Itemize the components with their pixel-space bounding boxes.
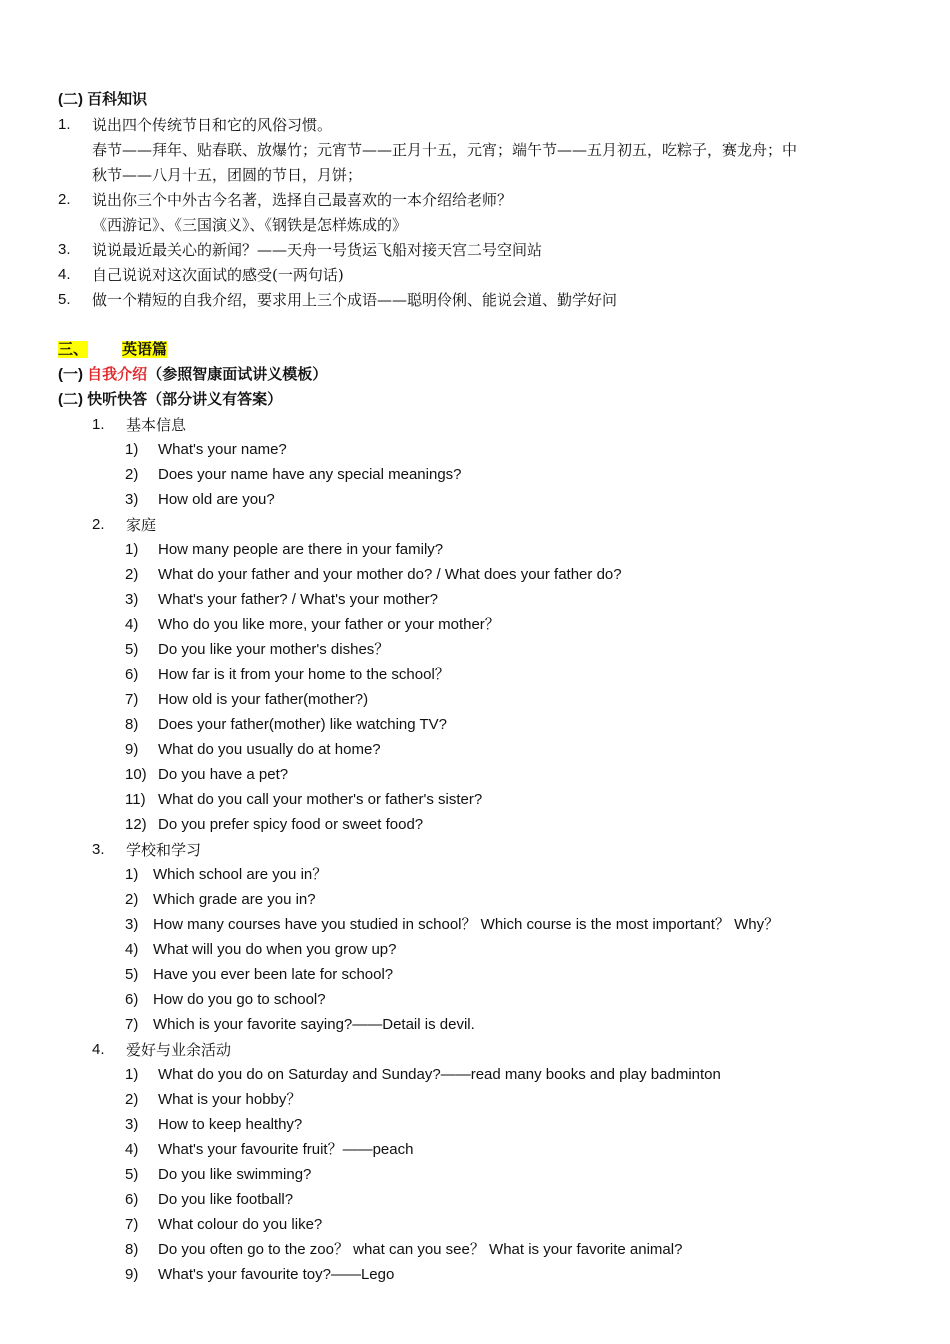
question-text: Do you like your mother's dishes？ xyxy=(158,641,390,658)
question-number: 9) xyxy=(125,741,139,758)
question-text: Does your name have any special meanings? xyxy=(158,466,462,483)
baike-festival-line-1: 春节——拜年、贴春联、放爆竹；元宵节——正月十五，元宵；端午节——五月初五，吃粽子，赛龙舟；中 xyxy=(92,141,798,159)
question-text: What's your favourite fruit？——peach xyxy=(158,1141,414,1158)
question-number: 5) xyxy=(125,966,139,983)
item-text: 说说最近最关心的新闻？——天舟一号货运飞船对接天宫二号空间站 xyxy=(92,241,543,259)
question-text: How to keep healthy? xyxy=(158,1116,303,1133)
question-number: 10) xyxy=(125,766,147,783)
question-number: 3) xyxy=(125,491,139,508)
question-number: 11) xyxy=(125,791,146,808)
item-number: 2. xyxy=(58,191,71,208)
question-text: What's your father? / What's your mother? xyxy=(158,591,439,608)
group-title: 爱好与业余活动 xyxy=(126,1041,232,1059)
item-text: 做一个精短的自我介绍，要求用上三个成语——聪明伶俐、能说会道、勤学好问 xyxy=(92,291,618,309)
group-title: 学校和学习 xyxy=(126,841,202,859)
item-text: 说出你三个中外古今名著，选择自己最喜欢的一本介绍给老师？ xyxy=(92,191,513,209)
question-number: 8) xyxy=(125,716,139,733)
question-number: 2) xyxy=(125,891,139,908)
question-text: Do you like football? xyxy=(158,1191,294,1208)
question-text: Which school are you in？ xyxy=(153,866,328,883)
question-text: How old are you? xyxy=(158,491,275,508)
question-number: 6) xyxy=(125,666,139,683)
group-title: 基本信息 xyxy=(126,416,187,434)
question-number: 6) xyxy=(125,1191,139,1208)
question-number: 3) xyxy=(125,916,139,933)
section-number: 三、 xyxy=(58,341,89,358)
question-text: How old is your father(mother?) xyxy=(158,691,369,708)
question-number: 4) xyxy=(125,616,139,633)
question-text: What will you do when you grow up? xyxy=(153,941,397,958)
question-number: 4) xyxy=(125,941,139,958)
question-text: Do you prefer spicy food or sweet food? xyxy=(158,816,424,833)
item-text: 说出四个传统节日和它的风俗习惯。 xyxy=(92,116,333,134)
question-number: 5) xyxy=(125,641,139,658)
question-text: Which is your favorite saying?——Detail is devil. xyxy=(153,1016,475,1033)
question-text: What colour do you like? xyxy=(158,1216,323,1233)
intro-prefix: (一) xyxy=(58,366,83,383)
question-number: 3) xyxy=(125,1116,139,1133)
question-text: How many people are there in your family? xyxy=(158,541,444,558)
question-number: 1) xyxy=(125,541,139,558)
question-number: 6) xyxy=(125,991,139,1008)
question-text: Does your father(mother) like watching TV? xyxy=(158,716,448,733)
question-text: How do you go to school? xyxy=(153,991,326,1008)
question-text: Have you ever been late for school? xyxy=(153,966,394,983)
intro-red-label: 自我介绍 xyxy=(87,366,148,383)
group-number: 3. xyxy=(92,841,105,858)
question-text: Do you like swimming? xyxy=(158,1166,312,1183)
quick-answer-heading: (二) 快听快答（部分讲义有答案） xyxy=(58,391,283,408)
question-text: Do you often go to the zoo？ what can you see？ What is your favorite animal? xyxy=(158,1241,683,1258)
question-text: What do you call your mother's or father's sister? xyxy=(158,791,483,808)
question-number: 8) xyxy=(125,1241,139,1258)
question-text: What do your father and your mother do? / What does your father do? xyxy=(158,566,622,583)
question-number: 2) xyxy=(125,466,139,483)
question-number: 1) xyxy=(125,1066,139,1083)
section-title: 英语篇 xyxy=(122,341,168,358)
question-text: What do you usually do at home? xyxy=(158,741,381,758)
question-text: How many courses have you studied in school？ Which course is the most important？ Why？ xyxy=(153,916,780,933)
baike-books-line: 《西游记》、《三国演义》、《钢铁是怎样炼成的》 xyxy=(92,216,408,234)
question-text: Which grade are you in? xyxy=(153,891,316,908)
question-text: Who do you like more, your father or your mother？ xyxy=(158,616,500,633)
intro-note: （参照智康面试讲义模板） xyxy=(147,366,328,383)
question-number: 4) xyxy=(125,1141,139,1158)
group-title: 家庭 xyxy=(126,516,157,534)
question-number: 12) xyxy=(125,816,147,833)
question-number: 1) xyxy=(125,866,139,883)
group-number: 1. xyxy=(92,416,105,433)
group-number: 2. xyxy=(92,516,105,533)
question-text: What's your name? xyxy=(158,441,287,458)
question-text: What's your favourite toy?——Lego xyxy=(158,1266,395,1283)
question-number: 7) xyxy=(125,1216,139,1233)
item-text: 自己说说对这次面试的感受(一两句话) xyxy=(92,266,344,284)
group-number: 4. xyxy=(92,1041,105,1058)
english-section-heading xyxy=(58,340,167,360)
item-number: 3. xyxy=(58,241,71,258)
question-number: 9) xyxy=(125,1266,139,1283)
question-number: 3) xyxy=(125,591,139,608)
item-number: 5. xyxy=(58,291,71,308)
question-number: 7) xyxy=(125,691,139,708)
question-text: What is your hobby？ xyxy=(158,1091,302,1108)
baike-festival-line-2: 秋节——八月十五，团圆的节日，月饼； xyxy=(92,166,363,184)
question-number: 2) xyxy=(125,1091,139,1108)
item-number: 1. xyxy=(58,116,71,133)
baike-heading: (二) 百科知识 xyxy=(58,91,148,108)
question-number: 7) xyxy=(125,1016,139,1033)
question-text: How far is it from your home to the school？ xyxy=(158,666,450,683)
self-intro-heading xyxy=(58,365,327,385)
question-number: 5) xyxy=(125,1166,139,1183)
item-number: 4. xyxy=(58,266,71,283)
question-text: Do you have a pet? xyxy=(158,766,289,783)
question-number: 1) xyxy=(125,441,139,458)
question-number: 2) xyxy=(125,566,139,583)
question-text: What do you do on Saturday and Sunday?——read many books and play badminton xyxy=(158,1066,721,1083)
